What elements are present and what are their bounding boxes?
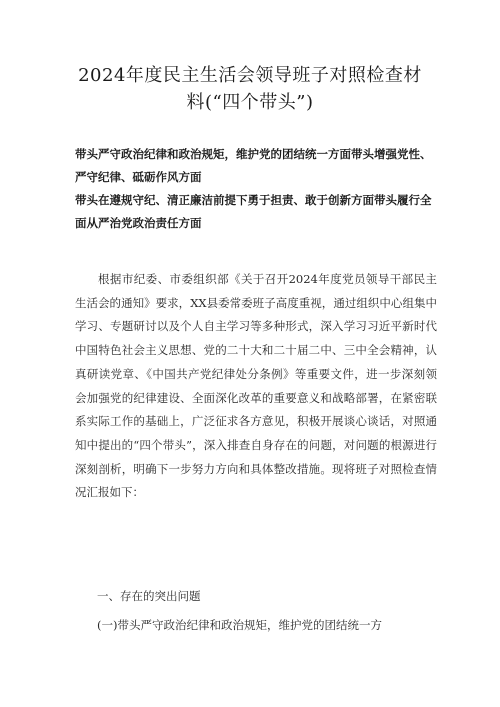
title-line-1: 2024年度民主生活会领导班子对照检查材 [78, 65, 422, 86]
highlight-block [75, 143, 435, 235]
highlight-item-2: 带头在遵规守纪、清正廉洁前提下勇于担责、敢于创新方面带头履行全面从严治党政治责任方面 [75, 193, 432, 230]
document-title [40, 62, 460, 116]
subsection-heading: (一)带头严守政治纪律和政治规矩，维护党的团结统一方 [97, 618, 382, 632]
intro-paragraph: 根据市纪委、市委组织部《关于召开2024年度党员领导干部民主生活会的通知》要求，XX县委常委班子高度重视，通过组织中心组集中学习、专题研讨以及个人自主学习等多种形式，深入学习习近平新时代中国特色社会主义思想、党的二十大和二十届二中、三中全会精神，认真研读党章、《中国共产党纪律处分条例》等重要文件，进一步深刻领会加强党的纪律建设、全面深化改革的重要意义和战略部署，在紧密联系实际工作的基础上，广泛征求各方意见，积极开展谈心谈话，对照通知中提出的“四个带头”，深入排查自身存在的问题，对问题的根源进行深刻剖析，明确下一步努力方向和具体整改措施。现将班子对照检查情况汇报如下： [75, 272, 437, 500]
title-line-2: 料(“四个带头”) [186, 92, 314, 113]
highlight-item-1: 带头严守政治纪律和政治规矩，维护党的团结统一方面带头增强党性、严守纪律、砥砺作风方面 [75, 147, 432, 184]
section-heading: 一、存在的突出问题 [97, 589, 201, 603]
